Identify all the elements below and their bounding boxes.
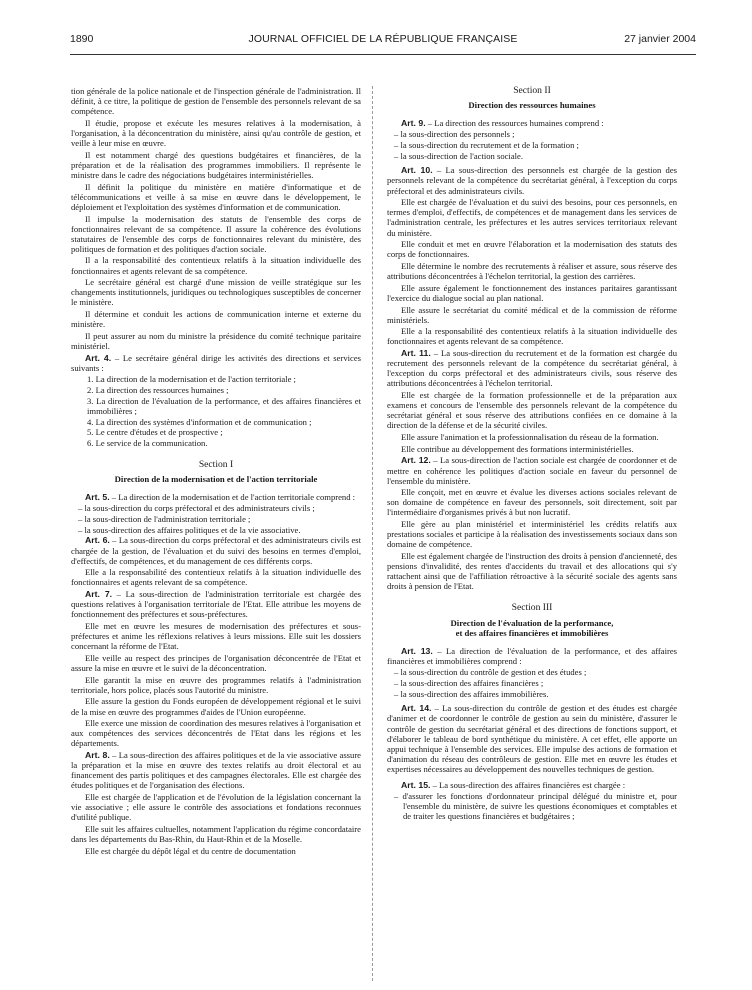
article-text: – La sous-direction de l'administration territoriale est chargée des questions relatives à l'organisation territoriale de l'Etat. Elle attribue les moyens de fonctionnement des préfectures et sous-préfectures.	[71, 589, 361, 620]
article-text: – La sous-direction de l'action sociale est chargée de coordonner et de mettre en cohérence les politiques d'action sociale en faveur du personnel de l'ensemble du ministère.	[387, 455, 677, 486]
article-label: Art. 8.	[85, 750, 110, 761]
list-item: – la sous-direction des affaires financières ;	[394, 677, 544, 688]
article-7	[71, 589, 361, 619]
article-text: – La direction de la modernisation et de l'action territoriale comprend :	[109, 491, 356, 502]
list-item: 4. La direction des systèmes d'information et de communication ;	[87, 416, 312, 427]
paragraph: Elle assure l'animation et la professionnalisation du réseau de la formation.	[401, 432, 659, 443]
paragraph: Il impulse la modernisation des statuts de l'ensemble des corps de fonctionnaires relevant de sa compétence. Il assure la cohérence des évolutions statutaires de l'ensemble des corps de fonctionnaires relevant du ministère, des politiques de formation et des politiques d'action sociale.	[71, 213, 361, 254]
list-item: 3. La direction de l'évaluation de la performance, et des affaires financières et immobilières ;	[87, 395, 361, 416]
paragraph: Elle conçoit, met en œuvre et évalue les diverses actions sociales relevant de son domaine de compétence en faveur des personnels, soit directement, soit par l'intermédiaire d'organismes privés à but non lucratif.	[387, 487, 677, 518]
article-10	[387, 165, 677, 195]
article-label: Art. 12.	[401, 455, 431, 466]
article-text: – La sous-direction du recrutement et de la formation est chargée du recrutement des personnels relevant de la compétence du secrétariat général, à l'exception du corps préfectoral et des administrateurs civils, sous réserve des attributions déconcentrées à l'échelon territorial.	[387, 348, 677, 389]
article-label: Art. 10.	[401, 165, 433, 176]
journal-title: JOURNAL OFFICIEL DE LA RÉPUBLIQUE FRANÇAISE	[248, 33, 518, 45]
paragraph: Elle a la responsabilité des contentieux relatifs à la situation individuelle des fonctionnaires et agents relevant de sa compétence.	[71, 567, 361, 588]
list-item: – la sous-direction des affaires immobilières.	[394, 688, 549, 699]
paragraph: Elle assure également le fonctionnement des instances paritaires garantissant l'exercice du dialogue social au plan national.	[387, 282, 677, 303]
article-text: – La sous-direction du contrôle de gestion et des études est chargée d'animer et de coordonner le contrôle de gestion au sein du ministère, d'assurer le contrôle de gestion du secrétariat général et des directions de fonctions support, et d'élaborer le tableau de bord synthétique du ministère. A cet effet, elle apporte un appui technique à l'ensemble des services. Elle impulse des actions de formation et d'animation du réseau des contrôleurs de gestion. Elle met en œuvre les études et expertises nécessaires au développement des nouvelles techniques de gestion.	[387, 703, 677, 774]
paragraph: Elle garantit la mise en œuvre des programmes relatifs à l'administration territoriale, hors police, placés sous l'autorité du ministre.	[71, 674, 361, 695]
paragraph: Il étudie, propose et exécute les mesures relatives à la modernisation, à l'organisation, à la déconcentration du ministère, ainsi qu'au contrôle de gestion, et veille à leur mise en œuvre.	[71, 117, 361, 149]
section-title-line-1: Direction de l'évaluation de la performance,	[450, 617, 614, 628]
paragraph: Il détermine et conduit les actions de communication interne et externe du ministère.	[71, 309, 361, 330]
section-heading: Section III	[511, 602, 553, 614]
paragraph: Elle est chargée de la formation professionnelle et de la préparation aux examens et concours de l'ensemble des personnels relevant de la compétence du secrétariat général et sous réserve des attributions confiées en ce domaine à la direction de la défense et de la sécurité civiles.	[387, 390, 677, 431]
list-item: – la sous-direction du contrôle de gestion et des études ;	[394, 667, 587, 678]
page-header	[70, 33, 696, 49]
list-item: 2. La direction des ressources humaines ;	[87, 385, 229, 396]
section-heading: Section I	[198, 459, 234, 471]
paragraph: Il peut assurer au nom du ministre la présidence du comité technique paritaire ministériel.	[71, 330, 361, 351]
article-label: Art. 14.	[401, 703, 432, 714]
header-rule	[70, 54, 696, 55]
paragraph: Elle veille au respect des principes de l'organisation déconcentrée de l'Etat et assure la mise en œuvre et le suivi de la déconcentration.	[71, 652, 361, 673]
page-number: 1890	[70, 33, 94, 45]
list-item: 1. La direction de la modernisation et de l'action territoriale ;	[87, 374, 296, 385]
paragraph: Elle assure le secrétariat du comité médical et de la commission de réforme ministériels.	[387, 304, 677, 325]
paragraph: Elle exerce une mission de coordination des mesures relatives à l'organisation et aux compétences des services déconcentrés de l'Etat dans les régions et les départements.	[71, 718, 361, 749]
issue-date: 27 janvier 2004	[624, 33, 696, 45]
article-6	[71, 535, 361, 565]
article-11	[387, 348, 677, 388]
article-label: Art. 4.	[85, 352, 112, 363]
section-title: Direction des ressources humaines	[468, 100, 596, 111]
article-13	[387, 646, 677, 666]
list-item: – la sous-direction du corps préfectoral et des administrateurs civils ;	[78, 503, 315, 514]
list-item: – la sous-direction de l'administration territoriale ;	[78, 514, 251, 525]
list-item: – la sous-direction des personnels ;	[394, 129, 515, 140]
article-text: – La sous-direction des personnels est chargée de la gestion des personnels relevant de la compétence du secrétariat général, à l'exception du corps préfectoral et des administrateurs civils.	[387, 165, 677, 196]
paragraph: tion générale de la police nationale et de l'inspection générale de l'administration. Il définit, à ce titre, la politique de gestion de l'ensemble des personnels relevant de sa compétence.	[71, 86, 361, 117]
section-title: Direction de la modernisation et de l'action territoriale	[114, 474, 318, 485]
paragraph: Elle assure la gestion du Fonds européen de développement régional et le suivi de la mise en œuvre des programmes d'aides de l'Union européenne.	[71, 696, 361, 717]
article-label: Art. 9.	[401, 117, 426, 128]
article-14	[387, 703, 677, 774]
section-heading: Section II	[513, 86, 551, 96]
list-item: 6. Le service de la communication.	[87, 438, 208, 448]
article-text: – Le secrétaire général dirige les activités des directions et services suivants :	[71, 352, 361, 373]
paragraph: Il définit la politique du ministère en matière d'informatique et de télécommunications et veille à sa mise en œuvre dans le développement, le déploiement et l'exploitation des systèmes d'information et de communication.	[71, 181, 361, 212]
left-column	[71, 86, 361, 986]
article-9	[387, 118, 677, 128]
article-4	[71, 353, 361, 373]
paragraph: Il est notamment chargé des questions budgétaires et financières, de la préparation et de la réalisation des programmes immobiliers. Il représente le ministre dans le cadre des négociations budgétaires interministérielles.	[71, 149, 361, 180]
paragraph: Il a la responsabilité des contentieux relatifs à la situation individuelle des fonctionnaires et agents relevant de sa compétence.	[71, 255, 361, 276]
article-label: Art. 6.	[85, 535, 110, 546]
paragraph: Elle est chargée du dépôt légal et du centre de documentation	[85, 845, 296, 856]
article-15	[387, 780, 677, 790]
paragraph: Elle suit les affaires cultuelles, notamment l'application du régime concordataire dans les départements du Bas-Rhin, du Haut-Rhin et de la Moselle.	[71, 823, 361, 844]
article-12	[387, 455, 677, 485]
article-5	[71, 492, 361, 502]
column-separator	[372, 86, 373, 981]
list-item: – la sous-direction de l'action sociale.	[394, 150, 523, 161]
list-item: – la sous-direction du recrutement et de la formation ;	[394, 139, 579, 150]
article-text: – La sous-direction des affaires politiques et de la vie associative assure la préparation et la mise en œuvre des textes relatifs au droit électoral et au financement des partis politiques et des campagnes électorales. Elle est chargée des études politiques et de l'organisation des élections.	[71, 750, 361, 791]
article-8	[71, 750, 361, 790]
paragraph: Elle met en œuvre les mesures de modernisation des préfectures et sous-préfectures et anime les réflexions relatives à leurs missions. Elle suit les dossiers concernant la réforme de l'Etat.	[71, 620, 361, 652]
paragraph: Elle est chargée de l'application et de l'évolution de la législation concernant la vie associative ; elle assure le contrôle des associations et fondations reconnues d'utilité publique.	[71, 792, 361, 823]
paragraph: Elle est chargée de l'évaluation et du suivi des besoins, pour ces personnels, en termes d'emploi, d'effectifs, de compétences et de management dans les services de l'administration centrale, les préfectures et les autres services territoriaux relevant du ministère.	[387, 197, 677, 238]
paragraph: Elle gère au plan ministériel et interministériel les crédits relatifs aux prestations sociales et participe à la réalisation des investissements sociaux dans son domaine de compétence.	[387, 519, 677, 550]
section-title-line-2: et des affaires financières et immobilières	[455, 628, 609, 638]
paragraph: Le secrétaire général est chargé d'une mission de veille stratégique sur les changements institutionnels, juridiques ou technologiques susceptibles de concerner le ministère.	[71, 277, 361, 308]
article-label: Art. 7.	[85, 589, 113, 600]
list-item: 5. Le centre d'études et de prospective ;	[87, 427, 223, 438]
right-column	[387, 86, 677, 986]
article-label: Art. 5.	[85, 491, 110, 502]
article-text: – La direction des ressources humaines comprend :	[425, 117, 604, 128]
paragraph: Elle conduit et met en œuvre l'élaboration et la modernisation des statuts des corps de fonctionnaires.	[387, 239, 677, 260]
list-item: – la sous-direction des affaires politiques et de la vie associative.	[78, 524, 301, 535]
article-label: Art. 15.	[401, 779, 431, 790]
paragraph: Elle contribue au développement des formations interministérielles.	[401, 443, 634, 454]
article-text: – La direction de l'évaluation de la performance, et des affaires financières et immobilières comprend :	[387, 645, 677, 666]
paragraph: Elle a la responsabilité des contentieux relatifs à la situation individuelle des fonctionnaires et agents relevant de sa compétence.	[387, 326, 677, 347]
paragraph: Elle détermine le nombre des recrutements à réaliser et assure, sous réserve des attributions déconcentrées à l'échelon territorial, la gestion des carrières.	[387, 260, 677, 282]
article-label: Art. 11.	[401, 348, 431, 359]
article-label: Art. 13.	[401, 645, 433, 656]
paragraph: Elle est également chargée de l'instruction des droits à pension d'ancienneté, des pensions d'invalidité, des rentes d'accidents du travail et des allocations qui s'y rattachent ainsi que de l'affiliation rétroactive à la sécurité sociale des agents sans droits à pension de l'Etat.	[387, 551, 677, 592]
article-text: – La sous-direction du corps préfectoral et des administrateurs civils est chargée de la gestion, de l'évaluation et du suivi des besoins en termes d'emploi, d'effectifs, de compétences, et du management de ces différents corps.	[71, 535, 361, 566]
article-text: – La sous-direction des affaires financières est chargée :	[430, 779, 626, 790]
list-item: – d'assurer les fonctions d'ordonnateur principal délégué du ministre et, pour l'ensemble du ministère, de suivre les questions économiques et comptables et de traiter les questions financières et budgétaires ;	[394, 791, 677, 822]
